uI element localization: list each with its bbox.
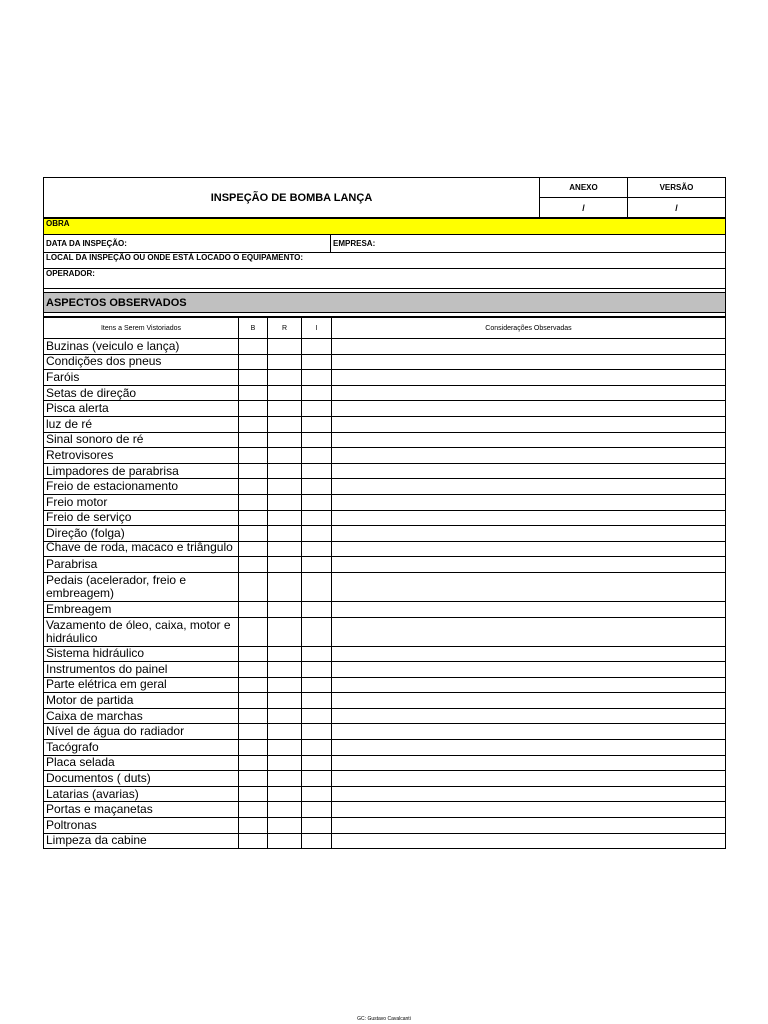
table-row: [44, 526, 726, 542]
b-cell[interactable]: [239, 448, 268, 464]
b-cell[interactable]: [239, 339, 268, 355]
observation-cell[interactable]: [332, 401, 726, 417]
i-cell[interactable]: [302, 833, 332, 849]
versao-value: /: [628, 198, 726, 218]
b-cell[interactable]: [239, 617, 268, 646]
b-cell[interactable]: [239, 646, 268, 662]
observation-cell[interactable]: [332, 479, 726, 495]
observation-cell[interactable]: [332, 448, 726, 464]
observation-cell[interactable]: [332, 740, 726, 756]
table-row: [44, 339, 726, 355]
table-row: [44, 740, 726, 756]
table-row: [44, 693, 726, 709]
b-cell[interactable]: [239, 572, 268, 601]
observation-cell[interactable]: [332, 494, 726, 510]
r-cell[interactable]: [268, 401, 302, 417]
i-cell[interactable]: [302, 526, 332, 542]
b-cell[interactable]: [239, 401, 268, 417]
observation-cell[interactable]: [332, 708, 726, 724]
i-cell[interactable]: [302, 479, 332, 495]
table-row: [44, 802, 726, 818]
i-cell[interactable]: [302, 385, 332, 401]
observation-cell[interactable]: [332, 572, 726, 601]
item-label: Sistema hidráulico: [44, 646, 239, 662]
table-row: [44, 541, 726, 557]
i-cell[interactable]: [302, 448, 332, 464]
item-label: Caixa de marchas: [44, 708, 239, 724]
observation-cell[interactable]: [332, 339, 726, 355]
i-cell[interactable]: [302, 401, 332, 417]
i-cell[interactable]: [302, 416, 332, 432]
i-cell[interactable]: [302, 432, 332, 448]
col-i: I: [302, 318, 332, 339]
i-cell[interactable]: [302, 463, 332, 479]
item-label: Buzinas (veiculo e lança): [44, 339, 239, 355]
table-row: [44, 771, 726, 787]
observation-cell[interactable]: [332, 771, 726, 787]
i-cell[interactable]: [302, 557, 332, 573]
r-cell[interactable]: [268, 802, 302, 818]
table-row: [44, 463, 726, 479]
item-label: Retrovisores: [44, 448, 239, 464]
item-label: Faróis: [44, 370, 239, 386]
table-row: [44, 617, 726, 646]
b-cell[interactable]: [239, 662, 268, 678]
r-cell[interactable]: [268, 432, 302, 448]
table-row: [44, 448, 726, 464]
i-cell[interactable]: [302, 662, 332, 678]
r-cell[interactable]: [268, 646, 302, 662]
i-cell[interactable]: [302, 693, 332, 709]
table-row: [44, 416, 726, 432]
item-label: Tacógrafo: [44, 740, 239, 756]
r-cell[interactable]: [268, 617, 302, 646]
i-cell[interactable]: [302, 786, 332, 802]
r-cell[interactable]: [268, 740, 302, 756]
r-cell[interactable]: [268, 526, 302, 542]
table-row: [44, 662, 726, 678]
b-cell[interactable]: [239, 432, 268, 448]
b-cell[interactable]: [239, 385, 268, 401]
observation-cell[interactable]: [332, 557, 726, 573]
anexo-value: /: [540, 198, 628, 218]
r-cell[interactable]: [268, 494, 302, 510]
r-cell[interactable]: [268, 708, 302, 724]
b-cell[interactable]: [239, 833, 268, 849]
b-cell[interactable]: [239, 677, 268, 693]
table-row: [44, 755, 726, 771]
observation-cell[interactable]: [332, 370, 726, 386]
item-label: Limpeza da cabine: [44, 833, 239, 849]
i-cell[interactable]: [302, 724, 332, 740]
r-cell[interactable]: [268, 818, 302, 834]
b-cell[interactable]: [239, 494, 268, 510]
i-cell[interactable]: [302, 755, 332, 771]
col-r: R: [268, 318, 302, 339]
r-cell[interactable]: [268, 370, 302, 386]
i-cell[interactable]: [302, 818, 332, 834]
i-cell[interactable]: [302, 740, 332, 756]
col-itens: Itens a Serem Vistoriados: [44, 318, 239, 339]
observation-cell[interactable]: [332, 833, 726, 849]
item-label: Parabrisa: [44, 557, 239, 573]
i-cell[interactable]: [302, 677, 332, 693]
b-cell[interactable]: [239, 708, 268, 724]
r-cell[interactable]: [268, 833, 302, 849]
r-cell[interactable]: [268, 724, 302, 740]
item-label: Direção (folga): [44, 526, 239, 542]
b-cell[interactable]: [239, 416, 268, 432]
i-cell[interactable]: [302, 771, 332, 787]
b-cell[interactable]: [239, 354, 268, 370]
b-cell[interactable]: [239, 771, 268, 787]
item-label: Parte elétrica em geral: [44, 677, 239, 693]
r-cell[interactable]: [268, 677, 302, 693]
r-cell[interactable]: [268, 771, 302, 787]
item-label: Embreagem: [44, 601, 239, 617]
item-label: Nível de água do radiador: [44, 724, 239, 740]
item-label: Portas e maçanetas: [44, 802, 239, 818]
b-cell[interactable]: [239, 755, 268, 771]
col-b: B: [239, 318, 268, 339]
item-label: Chave de roda, macaco e triângulo: [44, 541, 239, 557]
i-cell[interactable]: [302, 646, 332, 662]
table-row: [44, 646, 726, 662]
form-header-table: [43, 177, 726, 218]
local-field[interactable]: LOCAL DA INSPEÇÃO OU ONDE ESTÁ LOCADO O EQUIPAMENTO:: [44, 253, 726, 269]
table-row: [44, 818, 726, 834]
r-cell[interactable]: [268, 572, 302, 601]
observation-cell[interactable]: [332, 755, 726, 771]
item-label: Freio motor: [44, 494, 239, 510]
i-cell[interactable]: [302, 708, 332, 724]
footer-credit: GC: Gustavo Cavalcanti: [357, 1016, 411, 1022]
i-cell[interactable]: [302, 541, 332, 557]
table-row: [44, 724, 726, 740]
item-label: Motor de partida: [44, 693, 239, 709]
item-label: Pedais (acelerador, freio e embreagem): [44, 572, 239, 601]
i-cell[interactable]: [302, 617, 332, 646]
b-cell[interactable]: [239, 818, 268, 834]
observation-cell[interactable]: [332, 416, 726, 432]
i-cell[interactable]: [302, 494, 332, 510]
b-cell[interactable]: [239, 802, 268, 818]
b-cell[interactable]: [239, 541, 268, 557]
r-cell[interactable]: [268, 601, 302, 617]
anexo-label: ANEXO: [540, 178, 628, 198]
item-label: Setas de direção: [44, 385, 239, 401]
observation-cell[interactable]: [332, 432, 726, 448]
data-inspecao-field[interactable]: DATA DA INSPEÇÃO:: [44, 235, 331, 253]
section-title: ASPECTOS OBSERVADOS: [44, 293, 726, 313]
item-label: Freio de serviço: [44, 510, 239, 526]
table-row: [44, 677, 726, 693]
operador-field[interactable]: OPERADOR:: [44, 269, 726, 289]
b-cell[interactable]: [239, 463, 268, 479]
r-cell[interactable]: [268, 385, 302, 401]
b-cell[interactable]: [239, 370, 268, 386]
table-row: [44, 833, 726, 849]
obra-field[interactable]: OBRA: [44, 219, 726, 235]
observation-cell[interactable]: [332, 818, 726, 834]
b-cell[interactable]: [239, 557, 268, 573]
observation-cell[interactable]: [332, 510, 726, 526]
empresa-field[interactable]: EMPRESA:: [331, 235, 726, 253]
r-cell[interactable]: [268, 463, 302, 479]
item-label: Latarias (avarias): [44, 786, 239, 802]
table-row: [44, 601, 726, 617]
col-consideracoes: Considerações Observadas: [332, 318, 726, 339]
item-label: Limpadores de parabrisa: [44, 463, 239, 479]
i-cell[interactable]: [302, 354, 332, 370]
item-label: Poltronas: [44, 818, 239, 834]
r-cell[interactable]: [268, 479, 302, 495]
observation-cell[interactable]: [332, 786, 726, 802]
table-row: [44, 510, 726, 526]
r-cell[interactable]: [268, 448, 302, 464]
item-label: Pisca alerta: [44, 401, 239, 417]
checklist-table: [43, 317, 726, 849]
table-row: [44, 354, 726, 370]
observation-cell[interactable]: [332, 802, 726, 818]
r-cell[interactable]: [268, 557, 302, 573]
b-cell[interactable]: [239, 526, 268, 542]
item-label: luz de ré: [44, 416, 239, 432]
observation-cell[interactable]: [332, 617, 726, 646]
table-row: [44, 572, 726, 601]
r-cell[interactable]: [268, 693, 302, 709]
i-cell[interactable]: [302, 339, 332, 355]
observation-cell[interactable]: [332, 463, 726, 479]
table-row: [44, 432, 726, 448]
versao-label: VERSÃO: [628, 178, 726, 198]
r-cell[interactable]: [268, 662, 302, 678]
observation-cell[interactable]: [332, 693, 726, 709]
b-cell[interactable]: [239, 724, 268, 740]
i-cell[interactable]: [302, 802, 332, 818]
observation-cell[interactable]: [332, 601, 726, 617]
r-cell[interactable]: [268, 354, 302, 370]
table-row: [44, 786, 726, 802]
item-label: Freio de estacionamento: [44, 479, 239, 495]
table-row: [44, 479, 726, 495]
r-cell[interactable]: [268, 786, 302, 802]
i-cell[interactable]: [302, 601, 332, 617]
b-cell[interactable]: [239, 740, 268, 756]
form-info-table: [43, 218, 726, 317]
i-cell[interactable]: [302, 370, 332, 386]
observation-cell[interactable]: [332, 385, 726, 401]
i-cell[interactable]: [302, 510, 332, 526]
b-cell[interactable]: [239, 786, 268, 802]
r-cell[interactable]: [268, 755, 302, 771]
spacer: [44, 313, 726, 317]
table-row: [44, 370, 726, 386]
item-label: Documentos ( duts): [44, 771, 239, 787]
item-label: Placa selada: [44, 755, 239, 771]
observation-cell[interactable]: [332, 354, 726, 370]
b-cell[interactable]: [239, 510, 268, 526]
table-row: [44, 401, 726, 417]
observation-cell[interactable]: [332, 646, 726, 662]
i-cell[interactable]: [302, 572, 332, 601]
table-row: [44, 494, 726, 510]
b-cell[interactable]: [239, 479, 268, 495]
r-cell[interactable]: [268, 416, 302, 432]
r-cell[interactable]: [268, 339, 302, 355]
table-row: [44, 385, 726, 401]
r-cell[interactable]: [268, 541, 302, 557]
observation-cell[interactable]: [332, 677, 726, 693]
observation-cell[interactable]: [332, 541, 726, 557]
table-row: [44, 708, 726, 724]
observation-cell[interactable]: [332, 662, 726, 678]
form-title: INSPEÇÃO DE BOMBA LANÇA: [44, 178, 540, 218]
item-label: Condições dos pneus: [44, 354, 239, 370]
item-label: Instrumentos do painel: [44, 662, 239, 678]
item-label: Vazamento de óleo, caixa, motor e hidráulico: [44, 617, 239, 646]
inspection-form: [43, 177, 725, 849]
item-label: Sinal sonoro de ré: [44, 432, 239, 448]
observation-cell[interactable]: [332, 526, 726, 542]
r-cell[interactable]: [268, 510, 302, 526]
observation-cell[interactable]: [332, 724, 726, 740]
b-cell[interactable]: [239, 601, 268, 617]
table-row: [44, 557, 726, 573]
b-cell[interactable]: [239, 693, 268, 709]
